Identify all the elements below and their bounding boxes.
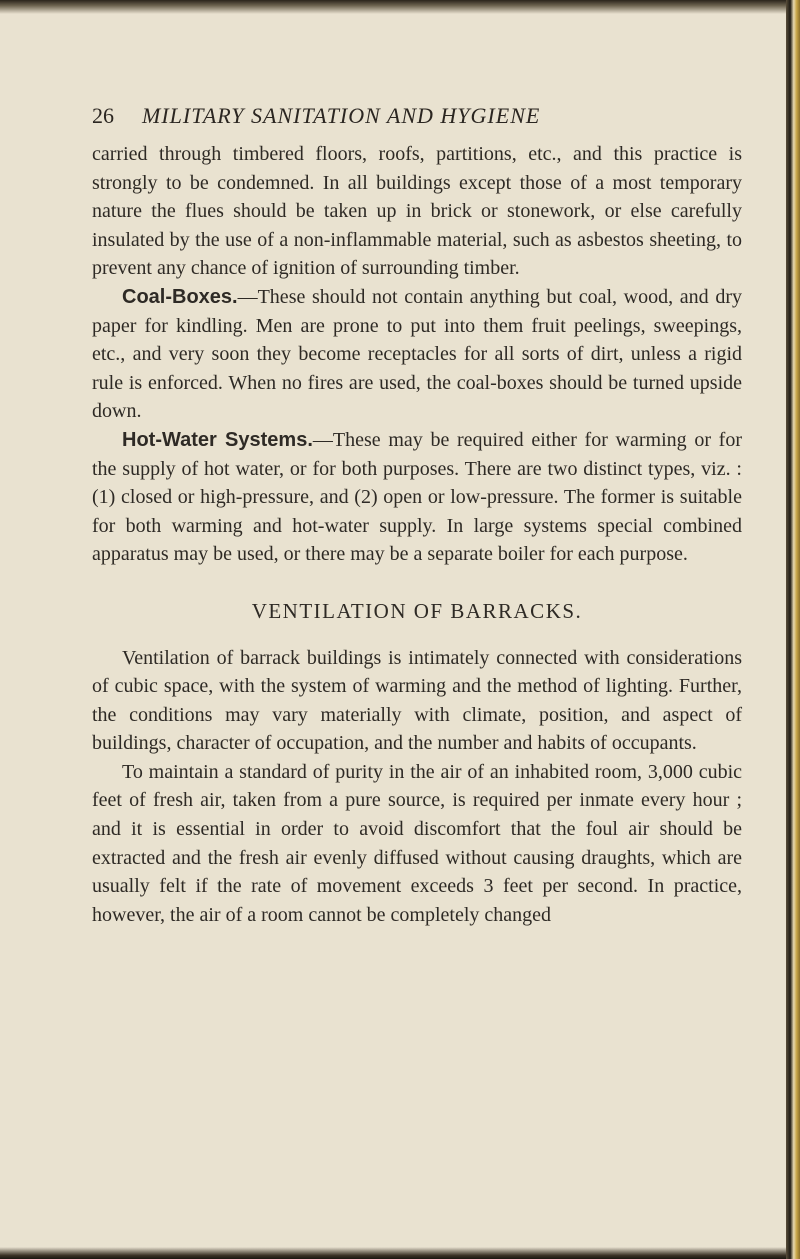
running-title: MILITARY SANITATION AND HYGIENE (142, 103, 541, 128)
page-top-edge (0, 0, 788, 14)
coal-boxes-body: —These should not contain anything but coal, wood, and dry paper for kindling. Men are prone to put into them fruit peelings, sweepings, etc., and very soon they become receptacles for all sorts of dirt, unless a rigid rule is enforced. When no fires are used, the coal-boxes should be turned upside down. (92, 285, 742, 423)
paragraph-ventilation-2: To maintain a standard of purity in the air of an inhabited room, 3,000 cubic feet of fresh air, taken from a pure source, is required per inmate every hour ; and it is essential in order to avoid discomfort that the foul air should be extracted and the fresh air evenly diffused without causing draughts, which are usually felt if the rate of movement exceeds 3 feet per second. In practice, however, the air of a room cannot be completely changed (92, 760, 742, 926)
page-header (92, 103, 732, 133)
body-text (92, 140, 742, 929)
paragraph-hot-water (92, 426, 742, 569)
hot-water-heading: Hot-Water Systems. (122, 428, 313, 451)
page-number: 26 (92, 103, 114, 128)
paragraph-ventilation-1: Ventilation of barrack buildings is intimately connected with considerations of cubic space, with the system of warming and the method of lighting. Further, the conditions may vary materially with climate, position, and aspect of buildings, character of occupation, and the number and habits of occupants. (92, 646, 742, 755)
section-heading: VENTILATION OF BARRACKS. (251, 598, 583, 623)
book-spine-edge (786, 0, 800, 1259)
hot-water-body: —These may be required either for warming or for the supply of hot water, or for both purposes. There are two distinct types, viz. : (1) closed or high-pressure, and (2) open or low-pressure. The former is suitable for both warming and hot-water supply. In large systems special combined apparatus may be used, or there may be a separate boiler for each purpose. (92, 428, 742, 566)
coal-boxes-heading: Coal-Boxes. (122, 285, 238, 308)
paragraph-coal-boxes (92, 283, 742, 426)
paragraph-flues: carried through timbered floors, roofs, partitions, etc., and this practice is strongly to be condemned. In all buildings except those of a most temporary nature the flues should be taken up in brick or stonework, or else carefully insulated by the use of a non-inflammable material, such as asbestos sheeting, to prevent any chance of ignition of surrounding timber. (92, 143, 742, 280)
page-bottom-edge (0, 1247, 788, 1259)
